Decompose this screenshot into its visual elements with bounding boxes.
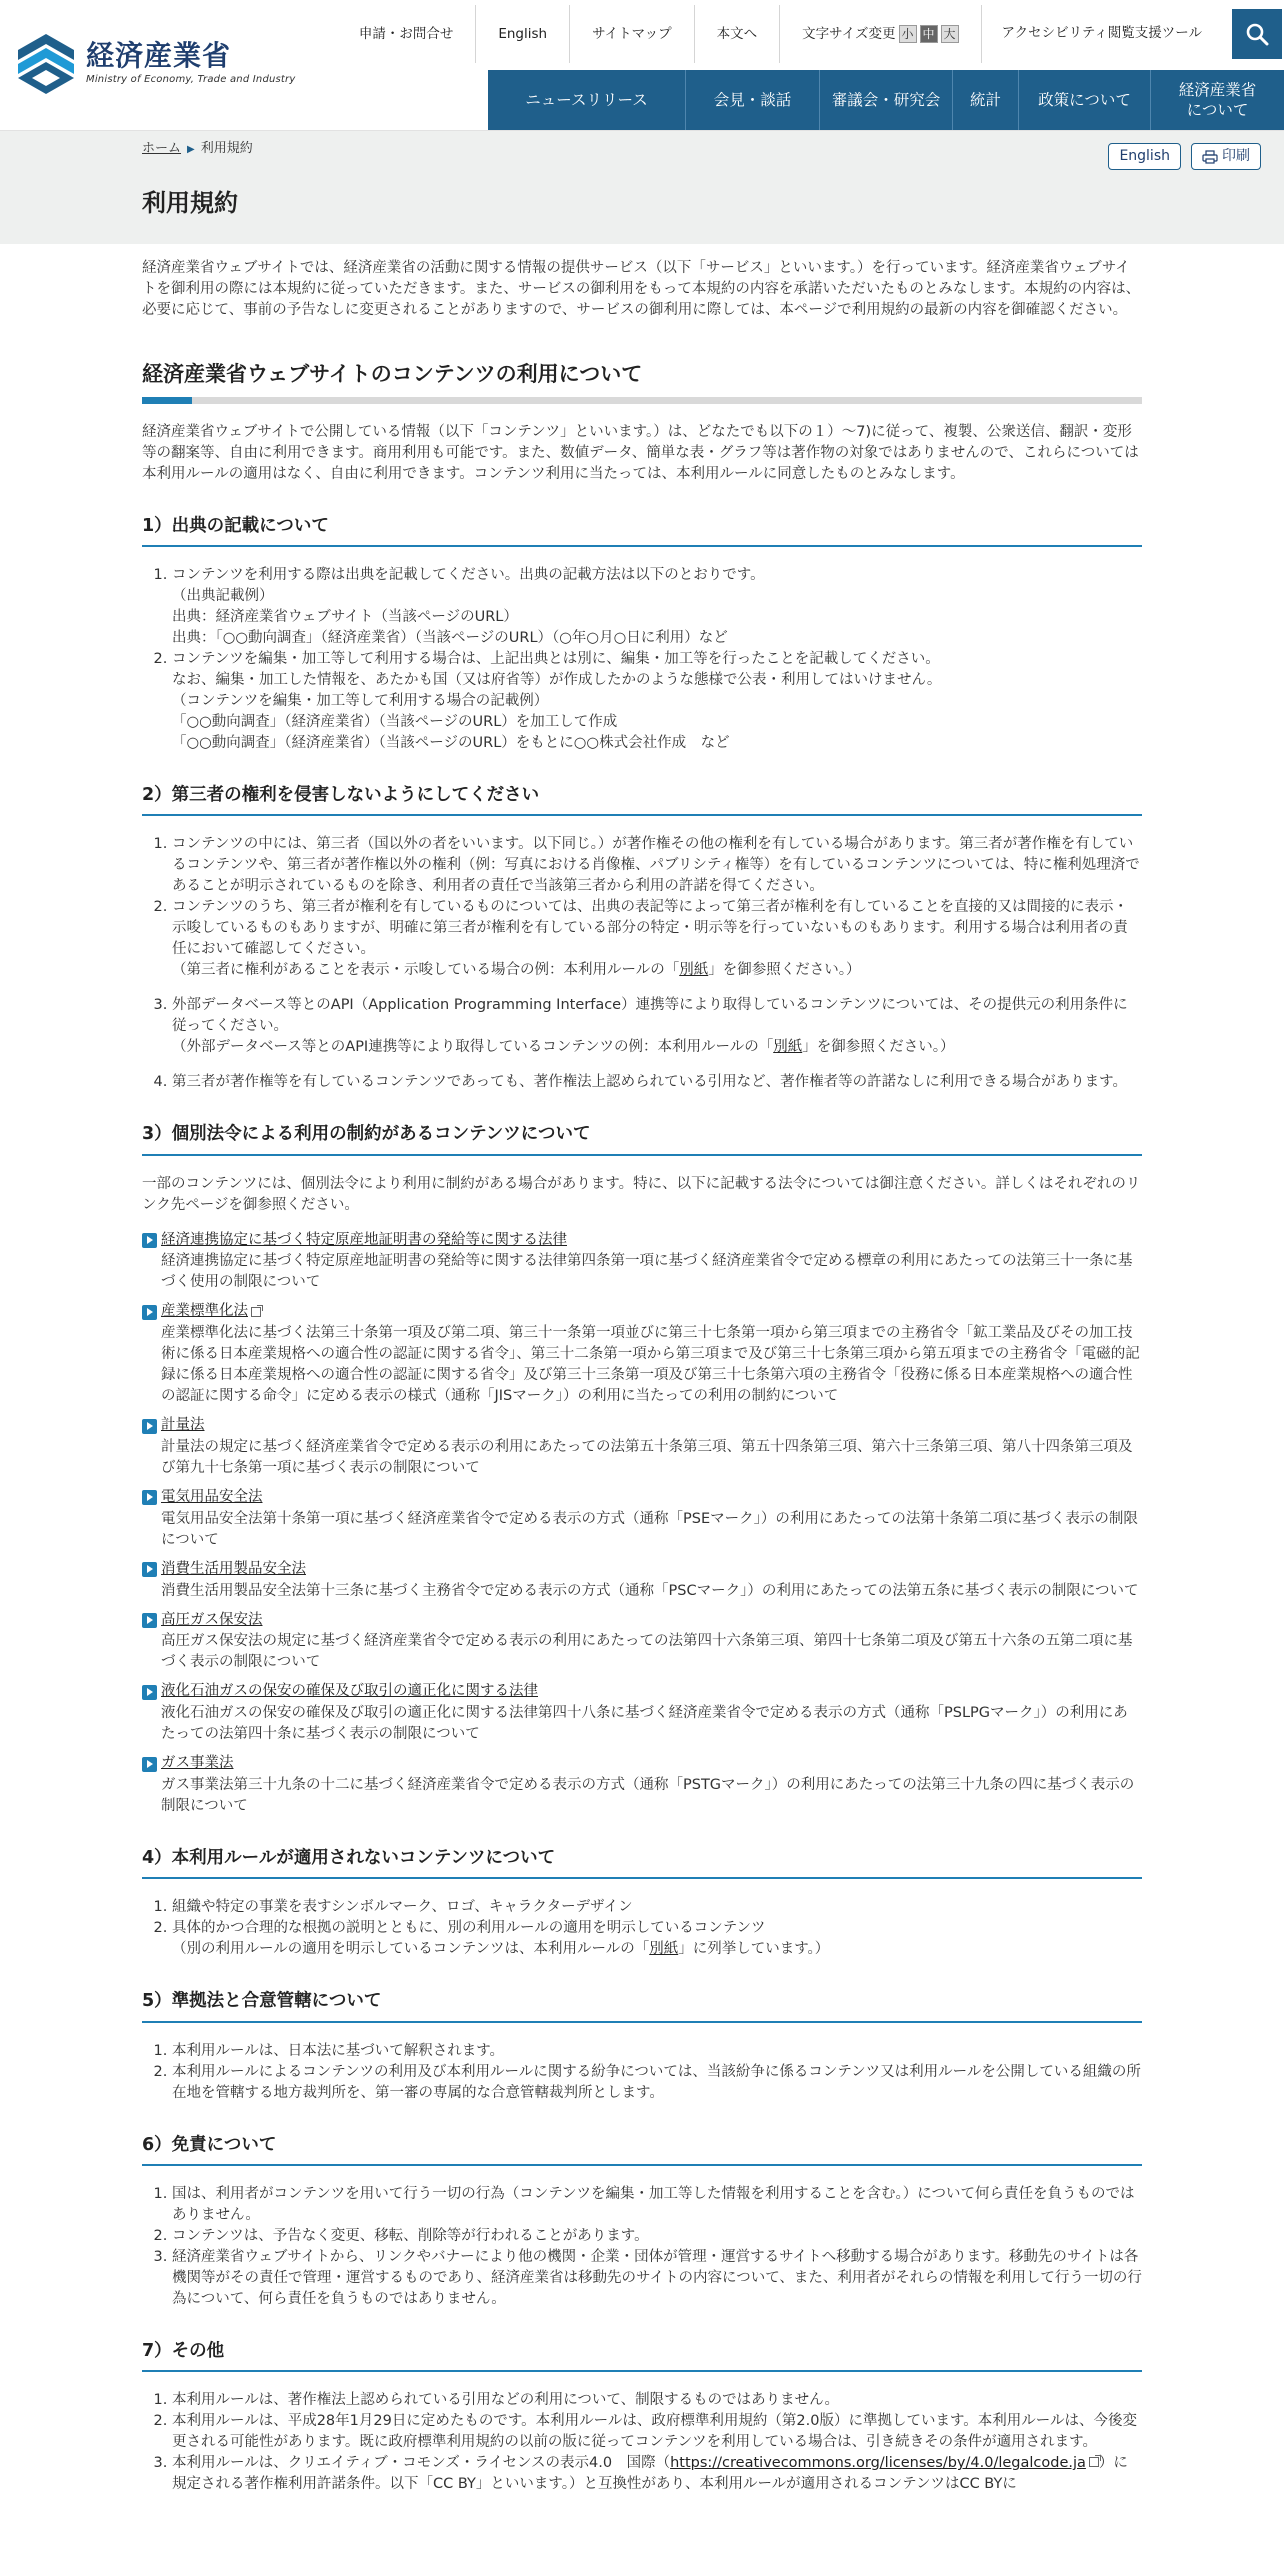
- print-button[interactable]: [1191, 143, 1261, 170]
- law-item: [142, 1487, 1142, 1551]
- s1-i2-example-label: （コンテンツを編集・加工等して利用する場合の記載例）: [172, 692, 549, 709]
- list-item: 4. 第三者が著作権等を有しているコンテンツであっても、著作権法上認められている引用など、著作権者等の許諾なしに利用できる場合があります。: [172, 1072, 1142, 1093]
- law-item: [142, 1230, 1142, 1294]
- s3-lead: 一部のコンテンツには、個別法令により利用に制約がある場合があります。特に、以下に記載する法令については御注意ください。詳しくはそれぞれのリンク先ページを御参照ください。: [142, 1175, 1141, 1213]
- page-title: 利用規約: [142, 189, 238, 217]
- meti-logo-icon: [18, 34, 74, 94]
- gnav-policy[interactable]: 政策について: [1018, 70, 1150, 130]
- list-item: [172, 995, 1142, 1058]
- page-tools: [1108, 143, 1261, 170]
- s4-list: [142, 1897, 1142, 1960]
- law-item: [142, 1415, 1142, 1479]
- gnav-about-line2: について: [1186, 101, 1249, 119]
- law-link[interactable]: 電気用品安全法: [161, 1489, 263, 1506]
- arrow-bullet-icon: [142, 1562, 157, 1577]
- s2-i3-example-post: 」を御参照ください。）: [802, 1039, 955, 1056]
- list-item: 1. コンテンツの中には、第三者（国以外の者をいいます。以下同じ。）が著作権その他の権利を有している場合があります。第三者が著作権を有しているコンテンツや、第三者が著作権以外の権利（例：写真における肖像権、パブリシティ権等）を有しているコンテンツについては、特に権利処理済であることが明示されているものを除き、利用者の責任で当該第三者から利用の許諾を得てください。: [172, 834, 1142, 897]
- law-item: [142, 1610, 1142, 1674]
- s1-list: [142, 565, 1142, 754]
- s2-i3-text: 3. 外部データベース等とのAPI（Application Programming Interface）連携等により取得しているコンテンツについては、その提供元の利用条件に従ってください。: [172, 997, 1128, 1035]
- law-description: 計量法の規定に基づく経済産業省令で定める表示の利用にあたっての法第五十条第三項、第五十四条第三項、第六十三条第三項、第八十四条第三項及び第九十七条第一項に基づく表示の制限について: [161, 1439, 1133, 1477]
- law-item: [142, 1681, 1142, 1745]
- arrow-bullet-icon: [142, 1490, 157, 1505]
- s4-i2-note-post: 」に列挙しています。）: [678, 1941, 830, 1958]
- law-description: 消費生活用製品安全法第十三条に基づく主務省令で定める表示の方式（通称「PSCマーク」）の利用にあたっての法第五条に基づく表示の制限について: [161, 1582, 1139, 1599]
- law-link[interactable]: 消費生活用製品安全法: [161, 1560, 306, 1577]
- external-link-icon: [251, 1307, 261, 1317]
- law-description: 電気用品安全法第十条第一項に基づく経済産業省令で定める表示の方式（通称「PSEマーク」）の利用にあたっての法第十条第二項に基づく表示の制限について: [161, 1510, 1138, 1548]
- list-item: [172, 649, 1142, 754]
- s2-i2-example-post: 」を御参照ください。）: [708, 962, 861, 979]
- breadcrumb-arrow-icon: ▶: [187, 144, 195, 155]
- font-size-large-button[interactable]: 大: [941, 25, 959, 43]
- print-label: 印刷: [1222, 148, 1250, 164]
- search-icon: [1245, 22, 1269, 46]
- accessibility-tool-link[interactable]: [981, 5, 1222, 63]
- list-item: [172, 565, 1142, 649]
- appendix-link[interactable]: 別紙: [679, 962, 709, 979]
- law-description: 高圧ガス保安法の規定に基づく経済産業省令で定める表示の利用にあたっての法第四十六条第三項、第四十七条第二項及び第五十六条の五第二項に基づく表示の制限について: [161, 1633, 1133, 1671]
- arrow-bullet-icon: [142, 1419, 157, 1434]
- s2-i3-example: [172, 1037, 1142, 1058]
- list-item: 1. 本利用ルールは、日本法に基づいて解釈されます。: [172, 2041, 1142, 2062]
- law-list: [142, 1230, 1142, 1817]
- gnav-about-line1: 経済産業省: [1178, 80, 1257, 99]
- section-title: 経済産業省ウェブサイトのコンテンツの利用について: [142, 359, 1142, 410]
- law-title-row: [142, 1681, 1142, 1703]
- external-link-icon: [1089, 2457, 1099, 2467]
- s6-heading: 6）免責について: [142, 2132, 1142, 2166]
- law-title-row: [142, 1415, 1142, 1437]
- s5-heading: 5）準拠法と合意管轄について: [142, 1988, 1142, 2022]
- s1-i2-note: なお、編集・加工した情報を、あたかも国（又は府省等）が作成したかのような態様で公表・利用してはいけません。: [172, 671, 942, 688]
- list-item: [172, 897, 1142, 981]
- font-size-small-button[interactable]: 小: [899, 25, 917, 43]
- font-size-medium-button[interactable]: 中: [920, 25, 938, 43]
- logo-subtitle: Ministry of Economy, Trade and Industry: [86, 73, 296, 85]
- cc-license-link[interactable]: https://creativecommons.org/licenses/by/4.0/legalcode.ja: [670, 2455, 1086, 2472]
- s1-i1-example-label: （出典記載例）: [172, 587, 274, 604]
- gnav-about[interactable]: [1150, 70, 1284, 130]
- english-link[interactable]: English: [475, 5, 569, 63]
- s7-heading: 7）その他: [142, 2338, 1142, 2372]
- utility-nav: [337, 0, 1284, 68]
- s4-i2-text: 2. 具体的かつ合理的な根拠の説明とともに、別の利用ルールの適用を明示しているコンテンツ: [172, 1920, 766, 1937]
- law-description: 産業標準化法に基づく法第三十条第一項及び第二項、第三十一条第一項並びに第三十七条第一項から第三項までの主務省令「鉱工業品及びその加工技術に係る日本産業規格への適合性の認証に関する省令」、第三十二条第一項から第三項まで及び第三十七条第三項から第五項までの主務省令「電磁的記録に係る日本産業規格への適合性の認証に関する省令」及び第三十三条第一項及び第三十七条第六項の主務省令「役務に係る日本産業規格への適合性の認証に関する命令」に定める表示の様式（通称「JISマーク」）の利用に当たっての利用の制約について: [161, 1325, 1140, 1405]
- s4-i2-note-pre: （別の利用ルールの適用を明示しているコンテンツは、本利用ルールの「: [172, 1941, 650, 1958]
- law-title-row: [142, 1487, 1142, 1509]
- law-link[interactable]: 高圧ガス保安法: [161, 1611, 263, 1628]
- title-band: [0, 130, 1284, 244]
- law-title-row: [142, 1559, 1142, 1581]
- s2-i3-example-pre: （外部データベース等とのAPI連携等により取得しているコンテンツの例：本利用ルールの「: [172, 1039, 774, 1056]
- s2-i2-text: 2. コンテンツのうち、第三者が権利を有しているものについては、出典の表記等によって第三者が権利を有していることを直接的又は間接的に表示・示唆しているものもありますが、明確に第三者が権利を有している部分の特定・明示等を行っていないものもあります。利用する場合は利用者の責任において確認してください。: [172, 899, 1128, 958]
- s7-i3-post: ）に規定される著作権利用許諾条件。以下「CC BY」といいます。）と互換性があり、本利用ルールが適用されるコンテンツはCC BYに: [172, 2455, 1128, 2493]
- logo-title: 経済産業省: [86, 39, 232, 73]
- list-item: 3. 経済産業省ウェブサイトから、リンクやバナーにより他の機関・企業・団体が管理・運営するサイトへ移動する場合があります。移動先のサイトは各機関等がその責任で管理・運営するものであり、経済産業省は移動先のサイトの内容について、また、利用者がそれらの情報を利用して行う一切の行為について、何ら責任を負うものではありません。: [172, 2247, 1142, 2310]
- law-title-row: [142, 1301, 1142, 1323]
- s1-i2-example-2: 「○○動向調査」（経済産業省）（当該ページのURL）をもとに○○株式会社作成 など: [172, 734, 730, 751]
- contact-link[interactable]: 申請・お問合せ: [358, 25, 454, 42]
- main-content: [0, 244, 1284, 2495]
- s7-list: [142, 2390, 1142, 2495]
- arrow-bullet-icon: [142, 1233, 157, 1248]
- list-item: 1. 組織や特定の事業を表すシンボルマーク、ロゴ、キャラクターデザイン: [172, 1897, 1142, 1918]
- arrow-bullet-icon: [142, 1685, 157, 1700]
- list-item: 2. 本利用ルールは、平成28年1月29日に定めたものです。本利用ルールは、政府標準利用規約（第2.0版）に準拠しています。本利用ルールは、今後変更される可能性があります。既に政府標準利用規約の以前の版に従ってコンテンツを利用している場合は、引き続きその条件が適用されます。: [172, 2411, 1142, 2453]
- s1-i1-example-1: 出典：経済産業省ウェブサイト（当該ページのURL）: [172, 608, 518, 625]
- s1-i2-example-1: 「○○動向調査」（経済産業省）（当該ページのURL）を加工して作成: [172, 713, 618, 730]
- s3-heading: 3）個別法令による利用の制約があるコンテンツについて: [142, 1121, 1142, 1155]
- law-link[interactable]: 経済連携協定に基づく特定原産地証明書の発給等に関する法律: [161, 1231, 567, 1248]
- law-title-row: [142, 1230, 1142, 1252]
- appendix-link[interactable]: 別紙: [649, 1941, 679, 1958]
- s4-heading: 4）本利用ルールが適用されないコンテンツについて: [142, 1845, 1142, 1879]
- law-link[interactable]: 計量法: [161, 1417, 205, 1434]
- list-item: 2. コンテンツは、予告なく変更、移転、削除等が行われることがあります。: [172, 2226, 1142, 2247]
- skip-to-main-link[interactable]: 本文へ: [694, 5, 780, 63]
- breadcrumb-current: 利用規約: [200, 141, 253, 156]
- appendix-link[interactable]: 別紙: [773, 1039, 803, 1056]
- law-description: ガス事業法第三十九条の十二に基づく経済産業省令で定める表示の方式（通称「PSTGマーク」）の利用にあたっての法第三十九条の四に基づく表示の制限について: [161, 1776, 1135, 1814]
- s1-i2-text: 2. コンテンツを編集・加工等して利用する場合は、上記出典とは別に、編集・加工等を行ったことを記載してください。: [172, 650, 940, 667]
- arrow-bullet-icon: [142, 1305, 157, 1320]
- law-title-row: [142, 1610, 1142, 1632]
- law-title-row: [142, 1753, 1142, 1775]
- gnav-news-release[interactable]: ニュースリリース: [525, 90, 648, 109]
- s6-list: [142, 2184, 1142, 2310]
- a11y-label-1: アクセシビリティ: [1001, 25, 1108, 42]
- english-page-button[interactable]: English: [1108, 143, 1181, 170]
- list-item: [172, 2453, 1142, 2495]
- a11y-label-2: 閲覧支援ツール: [1107, 25, 1202, 42]
- breadcrumb-home-link[interactable]: ホーム: [142, 141, 182, 156]
- list-item: 1. 本利用ルールは、著作権法上認められている引用などの利用について、制限するものではありません。: [172, 2390, 1142, 2411]
- font-size-label: 文字サイズ変更: [802, 25, 896, 42]
- s1-i1-text: 1. コンテンツを利用する際は出典を記載してください。出典の記載方法は以下のとおりです。: [172, 566, 765, 583]
- sitemap-link[interactable]: サイトマップ: [569, 5, 694, 63]
- s2-i2-example-pre: （第三者に権利があることを表示・示唆している場合の例：本利用ルールの「: [172, 962, 680, 979]
- gnav-press-conference[interactable]: 会見・談話: [685, 70, 819, 130]
- s2-list: [142, 834, 1142, 1093]
- site-header: [0, 0, 1284, 130]
- list-item: 2. 本利用ルールによるコンテンツの利用及び本利用ルールに関する紛争については、当該紛争に係るコンテンツ又は利用ルールを公開している組織の所在地を管轄する地方裁判所を、第一審の専属的な合意管轄裁判所とします。: [172, 2062, 1142, 2104]
- breadcrumb: [142, 139, 253, 159]
- list-item: [172, 1918, 1142, 1960]
- s1-i1-example-2: 出典：「○○動向調査」（経済産業省）（当該ページのURL）（○年○月○日に利用）など: [172, 629, 728, 646]
- s1-heading: 1）出典の記載について: [142, 513, 1142, 547]
- global-nav: [488, 70, 1284, 130]
- law-link[interactable]: 産業標準化法: [161, 1303, 248, 1320]
- law-link[interactable]: 液化石油ガスの保安の確保及び取引の適正化に関する法律: [161, 1683, 538, 1700]
- law-item: [142, 1753, 1142, 1817]
- arrow-bullet-icon: [142, 1757, 157, 1772]
- gnav-councils[interactable]: 審議会・研究会: [819, 70, 952, 130]
- law-item: [142, 1559, 1142, 1602]
- law-description: 経済連携協定に基づく特定原産地証明書の発給等に関する法律第四条第一項に基づく経済産業省令で定める標章の利用にあたっての法第三十一条に基づく使用の制限について: [161, 1253, 1133, 1291]
- search-button[interactable]: [1232, 9, 1282, 59]
- s4-i2-note: [172, 1939, 1142, 1960]
- section-lead: 経済産業省ウェブサイトで公開している情報（以下「コンテンツ」といいます。）は、どなたでも以下の１）～7)に従って、複製、公衆送信、翻訳・変形等の翻案等、自由に利用できます。商用利用も可能です。また、数値データ、簡単な表・グラフ等は著作物の対象ではありませんので、これらについては本利用ルールの適用はなく、自由に利用できます。コンテンツ利用に当たっては、本利用ルールに同意したものとみなします。: [142, 423, 1139, 482]
- gnav-statistics[interactable]: 統計: [952, 70, 1018, 130]
- law-link[interactable]: ガス事業法: [161, 1755, 234, 1772]
- s2-heading: 2）第三者の権利を侵害しないようにしてください: [142, 782, 1142, 816]
- s2-i2-example: [172, 960, 1142, 981]
- law-description: 液化石油ガスの保安の確保及び取引の適正化に関する法律第四十八条に基づく経済産業省令で定める表示の方式（通称「PSLPGマーク」）の利用にあたっての法第四十条に基づく表示の制限について: [161, 1705, 1128, 1743]
- printer-icon: [1202, 150, 1218, 164]
- list-item: 1. 国は、利用者がコンテンツを用いて行う一切の行為（コンテンツを編集・加工等した情報を利用することを含む。）について何ら責任を負うものではありません。: [172, 2184, 1142, 2226]
- law-item: [142, 1301, 1142, 1407]
- font-size-control: [779, 5, 980, 63]
- site-logo[interactable]: [18, 34, 296, 94]
- arrow-bullet-icon: [142, 1613, 157, 1628]
- intro-text: 経済産業省ウェブサイトでは、経済産業省の活動に関する情報の提供サービス（以下「サービス」といいます。）を行っています。経済産業省ウェブサイトを御利用の際には本規約に従っていただきます。また、サービスの御利用をもって本規約の内容を承諾いただいたものとみなします。本規約の内容は、必要に応じて、事前の予告なしに変更されることがありますので、サービスの御利用に際しては、本ページで利用規約の最新の内容を御確認ください。: [142, 260, 1141, 319]
- s7-i3-pre: 本利用ルールは、クリエイティブ・コモンズ・ライセンスの表示4.0 国際（: [172, 2455, 671, 2472]
- s5-list: [142, 2041, 1142, 2104]
